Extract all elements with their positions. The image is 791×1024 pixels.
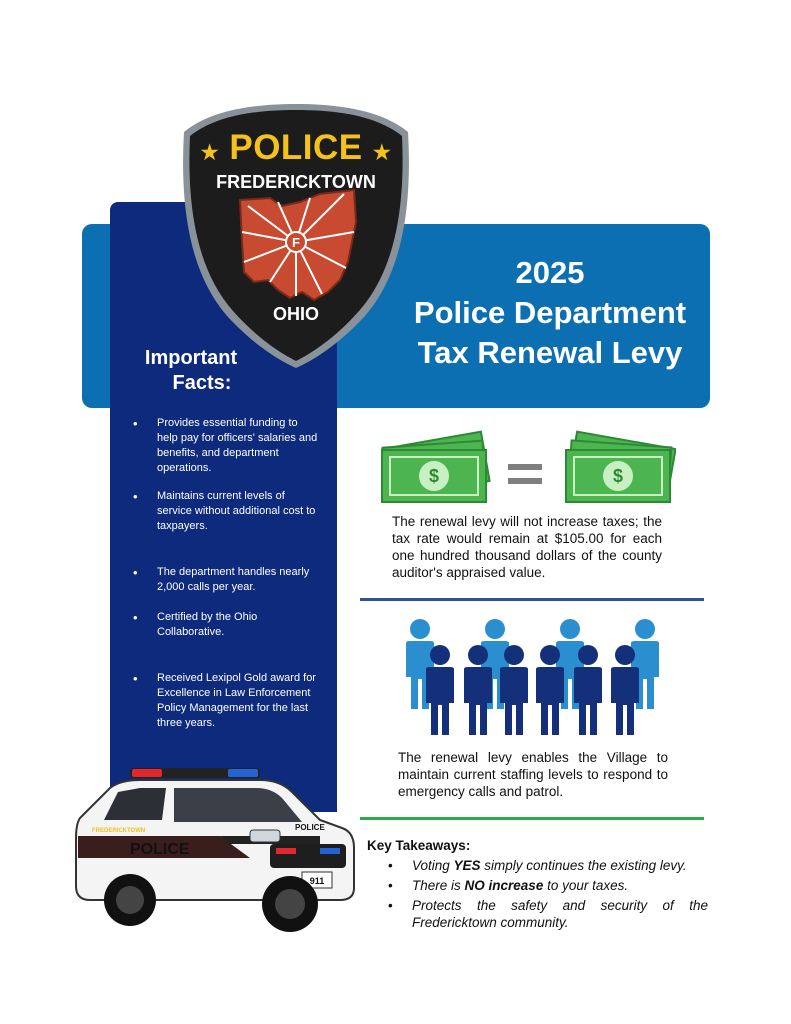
bullet-icon: • [388,898,393,913]
staff-people-icon [400,615,670,740]
facts-heading [126,346,256,396]
fact-text: Received Lexipol Gold award for Excellence in Law Enforcement Policy Management for the last three years. [157,672,316,729]
fact-item [133,671,318,731]
equals-icon [508,464,542,484]
facts-heading-line1: Important [144,347,238,369]
facts-heading-line2: Facts: [172,372,232,394]
takeaway-text: There is NO increase to your taxes. [412,878,629,893]
bullet-icon: • [388,858,393,873]
police-car-image [70,758,360,938]
bullet-icon: • [133,416,138,431]
fact-text: Certified by the Ohio Collaborative. [157,611,258,638]
takeaway-text: Protects the safety and security of the Fredericktown community. [412,898,708,930]
svg-text:$: $ [612,466,624,486]
car-plate: 911 [309,876,325,886]
fact-text: The department handles nearly 2,000 calls per year. [157,566,310,593]
bullet-icon: • [388,878,393,893]
title-line2: Tax Renewal Levy [417,335,683,370]
takeaway-item [388,877,708,894]
money-stack-icon [566,432,676,502]
fact-item [133,610,318,640]
bullet-icon: • [133,610,138,625]
fact-item [133,489,318,534]
page-title [360,253,740,373]
badge-town: FREDERICKTOWN [216,172,376,192]
badge-center-letter: F [292,235,300,250]
fact-text: Provides essential funding to help pay for officers' salaries and benefits, and department operations. [157,417,318,474]
fact-text: Maintains current levels of service without additional cost to taxpayers. [157,490,316,532]
staffing-text: The renewal levy enables the Village to maintain current staffing levels to respond to emergency calls and patrol. [398,750,668,799]
title-line1: Police Department [413,295,687,330]
svg-text:$: $ [428,466,440,486]
title-year: 2025 [515,255,585,290]
bullet-icon: • [133,671,138,686]
takeaway-item [388,857,708,874]
fact-item [133,416,318,476]
takeaways-heading: Key Takeaways: [367,838,471,853]
badge-state: OHIO [272,304,319,324]
car-windshield-text: FREDERICKTOWN [92,828,146,834]
divider [360,598,704,601]
money-stack-icon [382,432,490,502]
star-icon: ★ [200,142,220,164]
takeaway-item [388,897,708,931]
star-icon: ★ [372,142,392,164]
car-door-text: POLICE [130,841,190,858]
badge-title [178,128,414,168]
tax-rate-text: The renewal levy will not increase taxes; the tax rate would remain at $105.00 for each one hundred thousand dollars of the county auditor's appraised value. [392,514,662,580]
car-hood-text: POLICE [295,823,325,832]
badge-title-text: POLICE [229,128,363,167]
money-equals-money-icon [376,420,676,510]
bullet-icon: • [133,565,138,580]
divider [360,817,704,820]
bullet-icon: • [133,489,138,504]
fact-item [133,565,318,595]
takeaway-text: Voting YES simply continues the existing levy. [412,858,687,873]
